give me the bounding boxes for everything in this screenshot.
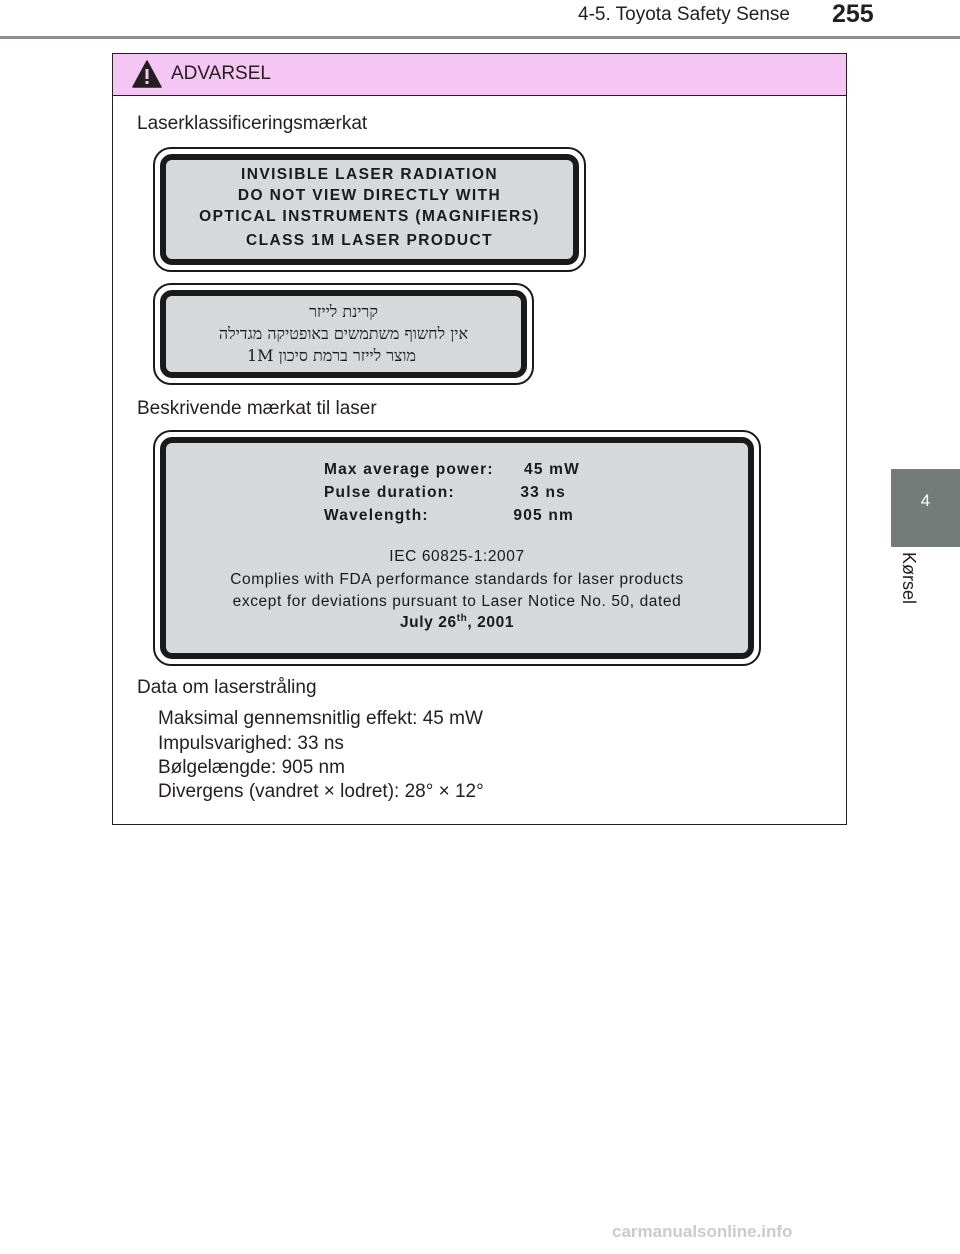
compliance-line: Complies with FDA performance standards for laser products: [230, 571, 684, 588]
classification-heading: Laserklassificeringsmærkat: [137, 113, 368, 134]
date-superscript: th: [456, 613, 468, 624]
warning-triangle-icon: [132, 60, 162, 88]
warning-title: ADVARSEL: [171, 63, 271, 84]
laser-class-label-english: [153, 147, 586, 272]
compliance-date: [166, 613, 748, 632]
spec-name: Wavelength:: [324, 507, 429, 524]
label-line: INVISIBLE LASER RADIATION: [241, 166, 498, 183]
label-line: OPTICAL INSTRUMENTS (MAGNIFIERS): [199, 208, 540, 225]
section-title: 4-5. Toyota Safety Sense: [578, 4, 790, 25]
chapter-tab[interactable]: [891, 469, 960, 547]
label-line: מוצר לייזר ברמת סיכון 1M: [246, 346, 417, 365]
header-divider: [0, 36, 960, 39]
chapter-title: Kørsel: [899, 552, 919, 605]
date-suffix: , 2001: [467, 614, 515, 632]
label-line: CLASS 1M LASER PRODUCT: [246, 232, 493, 249]
data-line: Impulsvarighed: 33 ns: [158, 733, 344, 754]
label-line: אין לחשוף משתמשים באופטיקה מגדילה: [218, 324, 469, 343]
data-line: Maksimal gennemsnitlig effekt: 45 mW: [158, 708, 483, 729]
data-line: Divergens (vandret × lodret): 28° × 12°: [158, 781, 484, 802]
standard-line: IEC 60825-1:2007: [389, 548, 525, 565]
page-number: 255: [832, 0, 874, 28]
laser-class-label-hebrew: [153, 283, 534, 385]
data-line: Bølgelængde: 905 nm: [158, 757, 345, 778]
label-line: קרינת לייזר: [309, 302, 378, 321]
warning-header: [113, 54, 846, 96]
spec-value: 905 nm: [513, 507, 574, 524]
spec-name: Max average power:: [324, 461, 494, 478]
spec-name: Pulse duration:: [324, 484, 455, 501]
laser-spec-label: [153, 430, 761, 666]
label-line: DO NOT VIEW DIRECTLY WITH: [237, 187, 502, 204]
date-prefix: July 26: [399, 614, 457, 632]
spec-value: 33 ns: [520, 484, 566, 501]
descriptive-heading: Beskrivende mærkat til laser: [137, 398, 377, 419]
spec-value: 45 mW: [524, 461, 580, 478]
data-heading: Data om laserstråling: [137, 677, 317, 698]
compliance-line: except for deviations pursuant to Laser Notice No. 50, dated: [232, 593, 682, 610]
chapter-number: 4: [920, 491, 931, 510]
watermark: carmanualsonline.info: [612, 1222, 793, 1241]
